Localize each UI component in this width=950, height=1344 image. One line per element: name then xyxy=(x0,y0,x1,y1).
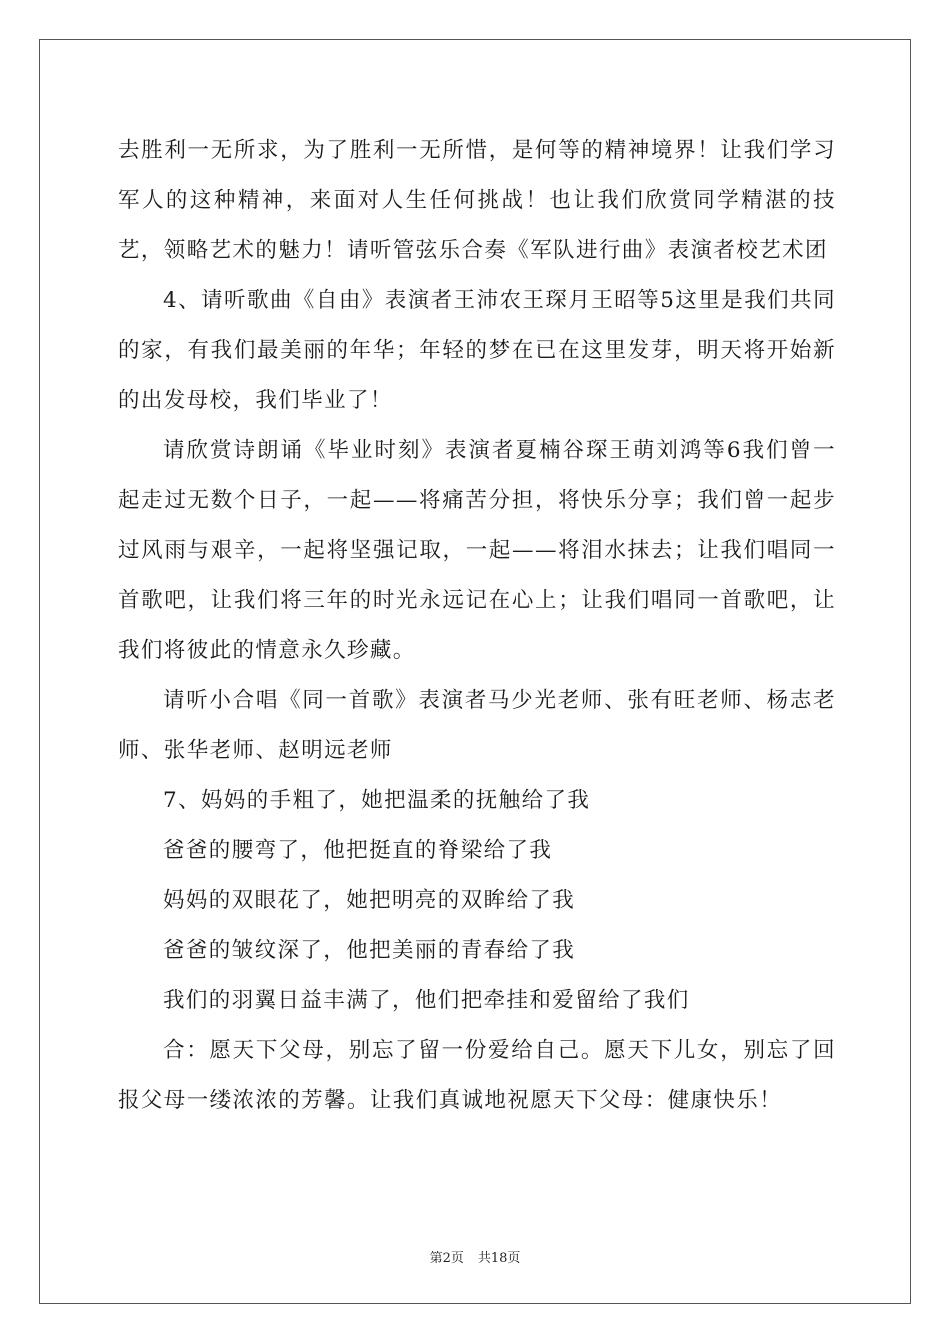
page-total: 共18页 xyxy=(477,1251,521,1266)
paragraph: 去胜利一无所求，为了胜利一无所惜，是何等的精神境界！让我们学习军人的这种精神，来面对人生任何挑战！也让我们欣赏同学精湛的技艺，领略艺术的魅力！请听管弦乐合奏《军队进行曲》表演者校艺术团 xyxy=(118,138,836,263)
page-number: 第2页 xyxy=(429,1251,464,1266)
poem-line: 我们的羽翼日益丰满了，他们把牵挂和爱留给了我们 xyxy=(163,988,690,1013)
document-body xyxy=(118,126,836,1126)
poem-line: 7、妈妈的手粗了，她把温柔的抚触给了我 xyxy=(163,788,591,813)
poem-line: 爸爸的皱纹深了，他把美丽的青春给了我 xyxy=(163,938,576,963)
paragraph: 4、请听歌曲《自由》表演者王沛农王琛月王昭等5这里是我们共同的家，有我们最美丽的年华；年轻的梦在已在这里发芽，明天将开始新的出发母校，我们毕业了！ xyxy=(118,288,836,413)
paragraph: 请听小合唱《同一首歌》表演者马少光老师、张有旺老师、杨志老师、张华老师、赵明远老师 xyxy=(118,688,836,763)
poem-line: 妈妈的双眼花了，她把明亮的双眸给了我 xyxy=(163,888,576,913)
poem-line: 爸爸的腰弯了，他把挺直的脊梁给了我 xyxy=(163,838,553,863)
paragraph: 合：愿天下父母，别忘了留一份爱给自己。愿天下儿女，别忘了回报父母一缕浓浓的芳馨。让我们真诚地祝愿天下父母：健康快乐！ xyxy=(118,1038,836,1113)
paragraph: 请欣赏诗朗诵《毕业时刻》表演者夏楠谷琛王萌刘鸿等6我们曾一起走过无数个日子，一起——将痛苦分担，将快乐分享；我们曾一起步过风雨与艰辛，一起将坚强记取，一起——将泪水抹去；让我们唱同一首歌吧，让我们将三年的时光永远记在心上；让我们唱同一首歌吧，让我们将彼此的情意永久珍藏。 xyxy=(118,438,836,663)
page-footer xyxy=(0,1247,950,1266)
